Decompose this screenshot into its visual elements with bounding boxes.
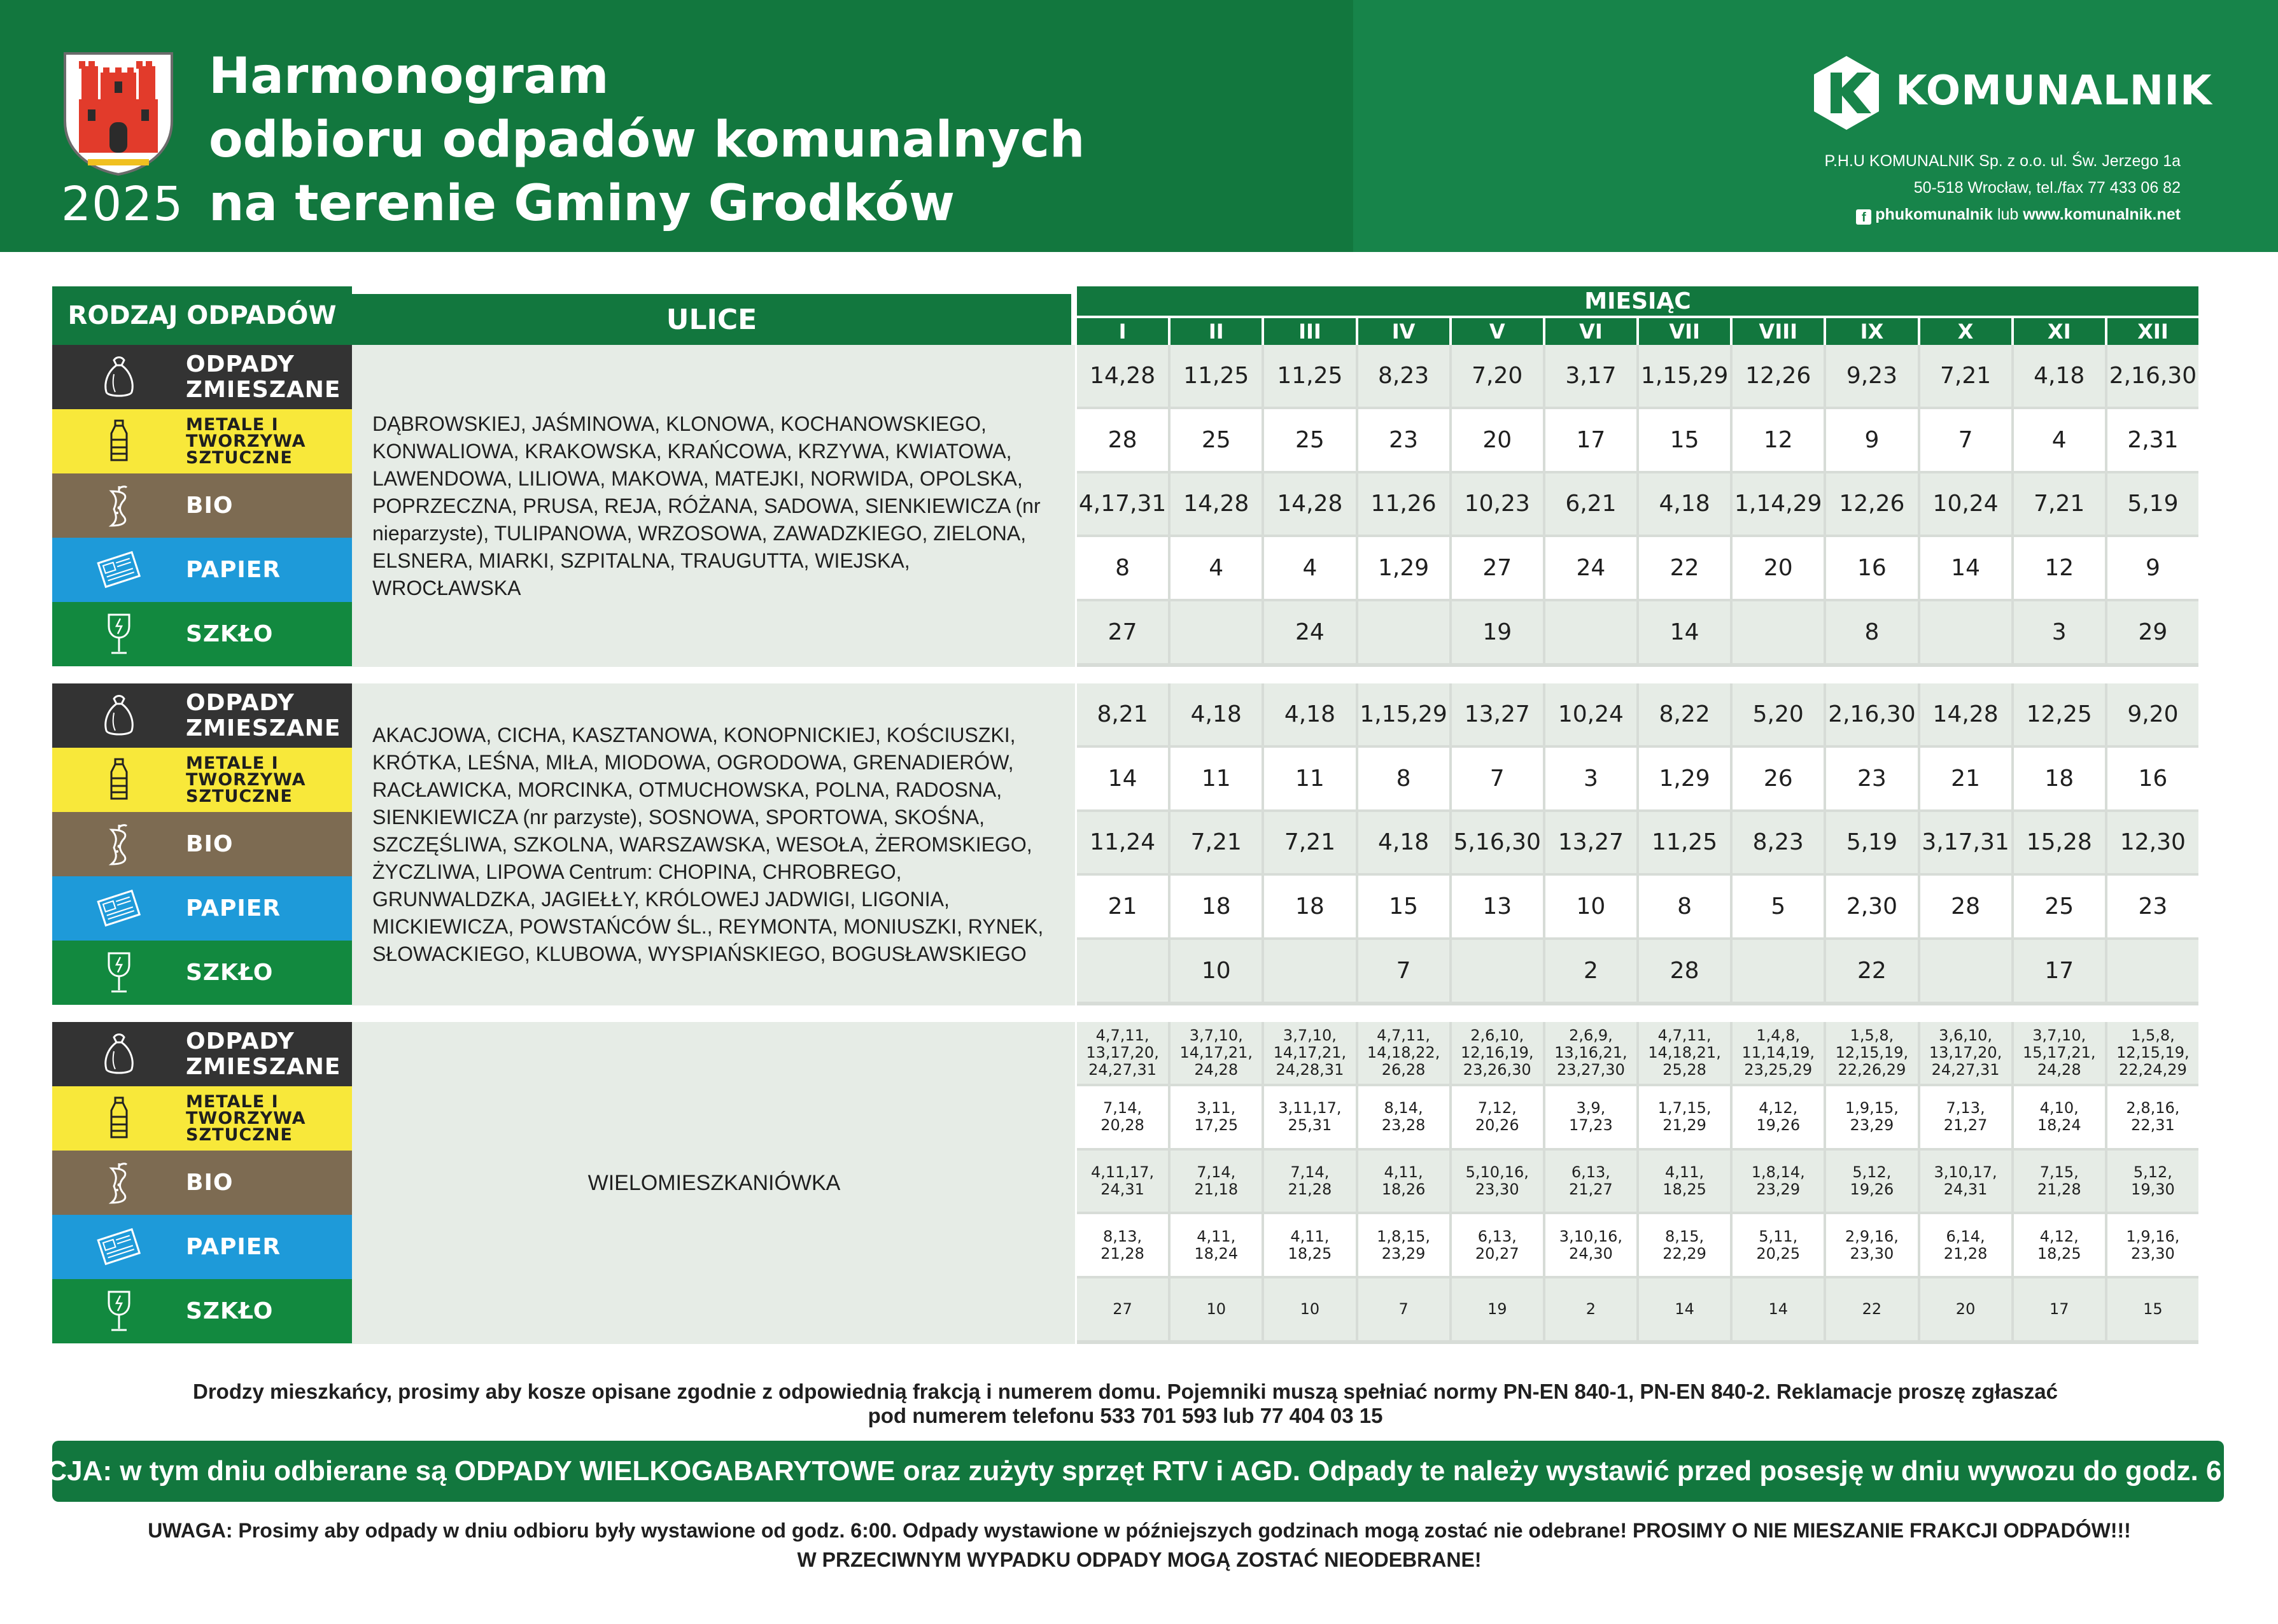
date-cell: 12,30 — [2107, 812, 2198, 874]
date-cell: 4 — [2014, 409, 2105, 471]
date-cell: 8,15, 22,29 — [1639, 1214, 1730, 1276]
date-cell: 4 — [1264, 537, 1355, 599]
date-cell: 19 — [1452, 1278, 1543, 1340]
komunalnik-logo-icon — [1811, 55, 1881, 131]
date-cell: 6,13, 21,27 — [1545, 1151, 1636, 1212]
waste-type-mixed-waste — [52, 345, 352, 409]
date-cell: 2,16,30 — [2107, 345, 2198, 407]
date-cell: 20 — [1920, 1278, 2011, 1340]
schedule-block-1 — [52, 345, 2198, 667]
company-info — [1825, 148, 2181, 228]
date-cell: 9 — [2107, 537, 2198, 599]
title-line: Harmonogram — [209, 48, 609, 105]
date-cell — [1920, 940, 2011, 1002]
date-cell: 11,25 — [1171, 345, 1262, 407]
date-cell: 7,13, 21,27 — [1920, 1086, 2011, 1148]
date-cell: 5,12, 19,26 — [1826, 1151, 1917, 1212]
date-cell: 8,13, 21,28 — [1077, 1214, 1168, 1276]
wine-glass-icon — [52, 941, 186, 1005]
date-cell: 12,26 — [1733, 345, 1824, 407]
coat-of-arms-icon — [62, 51, 174, 176]
date-cell: 8,23 — [1733, 812, 1824, 874]
date-cell: 4,7,11, 13,17,20, 24,27,31 — [1077, 1022, 1168, 1084]
date-cell: 2,9,16, 23,30 — [1826, 1214, 1917, 1276]
date-cell: 7 — [1358, 1278, 1449, 1340]
date-cell: 4,11, 18,25 — [1639, 1151, 1730, 1212]
date-cell — [1545, 601, 1636, 663]
date-cell: 6,14, 21,28 — [1920, 1214, 2011, 1276]
date-cell: 25 — [2014, 876, 2105, 937]
date-cell: 3,11,17, 25,31 — [1264, 1086, 1355, 1148]
date-cell: 1,5,8, 12,15,19, 22,26,29 — [1826, 1022, 1917, 1084]
title-line: na terenie Gminy Grodków — [209, 175, 955, 232]
date-cell: 23 — [1826, 748, 1917, 809]
date-cell: 27 — [1452, 537, 1543, 599]
date-cell: 28 — [1639, 940, 1730, 1002]
month-header: X — [1920, 318, 2011, 345]
date-cell: 12,25 — [2014, 683, 2105, 745]
date-cell: 4,11, 18,24 — [1171, 1214, 1262, 1276]
apple-core-icon — [52, 1151, 186, 1215]
title-line: odbioru odpadów komunalnych — [209, 111, 1085, 169]
date-cell: 2,16,30 — [1826, 683, 1917, 745]
date-cell — [2107, 940, 2198, 1002]
date-cell: 4 — [1171, 537, 1262, 599]
date-cell: 6,13, 20,27 — [1452, 1214, 1543, 1276]
residents-note-line: Drodzy mieszkańcy, prosimy aby kosze opisane zgodnie z odpowiednią frakcją i numerem domu. Pojemniki muszą spełniać normy PN-EN 840-1, PN-EN 840-2. Reklamacje proszę zgłaszać — [192, 1380, 2058, 1403]
date-grid — [1077, 683, 2198, 1005]
date-grid — [1077, 1022, 2198, 1344]
waste-type-label: METALE I TWORZYWA SZTUCZNE — [186, 753, 306, 806]
date-cell: 7 — [1452, 748, 1543, 809]
date-cell: 5 — [1733, 876, 1824, 937]
date-cell: 7,21 — [1264, 812, 1355, 874]
date-cell: 10 — [1171, 1278, 1262, 1340]
date-cell: 5,12, 19,30 — [2107, 1151, 2198, 1212]
date-cell: 20 — [1733, 537, 1824, 599]
date-cell — [1171, 601, 1262, 663]
date-cell: 2 — [1545, 940, 1636, 1002]
date-cell: 22 — [1826, 1278, 1917, 1340]
plastic-bottle-icon — [52, 409, 186, 473]
date-cell: 4,12, 19,26 — [1733, 1086, 1824, 1148]
waste-type-bio — [52, 1151, 352, 1215]
date-cell: 5,10,16, 23,30 — [1452, 1151, 1543, 1212]
header-banner — [0, 0, 2278, 252]
year-label: 2025 — [61, 177, 184, 232]
date-cell: 28 — [1920, 876, 2011, 937]
date-cell: 14 — [1733, 1278, 1824, 1340]
schedule-block-2 — [52, 683, 2198, 1005]
date-cell — [1077, 940, 1168, 1002]
header-streets: ULICE — [352, 294, 1071, 345]
company-social — [1825, 201, 2181, 228]
plastic-bottle-icon — [52, 748, 186, 812]
date-cell: 11,24 — [1077, 812, 1168, 874]
month-headers — [1077, 318, 2198, 345]
date-cell: 18 — [1171, 876, 1262, 937]
residents-note-line: pod numerem telefonu 533 701 593 lub 77 404 03 15 — [868, 1404, 1383, 1427]
date-cell: 16 — [1826, 537, 1917, 599]
date-cell: 8 — [1639, 876, 1730, 937]
date-cell: 11,25 — [1264, 345, 1355, 407]
waste-type-glass — [52, 602, 352, 666]
date-cell: 13,27 — [1452, 683, 1543, 745]
date-cell: 12,26 — [1826, 473, 1917, 535]
date-cell: 25 — [1171, 409, 1262, 471]
waste-type-label: SZKŁO — [186, 959, 274, 986]
date-cell: 2,6,10, 12,16,19, 23,26,30 — [1452, 1022, 1543, 1084]
waste-type-paper — [52, 876, 352, 941]
date-cell: 4,18 — [1264, 683, 1355, 745]
date-cell: 14 — [1639, 601, 1730, 663]
date-cell: 14,28 — [1171, 473, 1262, 535]
date-cell: 14,28 — [1264, 473, 1355, 535]
date-cell: 3,17,31 — [1920, 812, 2011, 874]
date-cell: 8 — [1358, 748, 1449, 809]
date-cell: 17 — [2014, 940, 2105, 1002]
date-cell: 4,18 — [1171, 683, 1262, 745]
date-cell: 13,27 — [1545, 812, 1636, 874]
waste-type-label: ODPADY ZMIESZANE — [186, 351, 341, 403]
street-names: AKACJOWA, CICHA, KASZTANOWA, KONOPNICKIEJ, KOŚCIUSZKI, KRÓTKA, LEŚNA, MIŁA, MIODOWA, OGRODOWA, GRENADIERÓW, RACŁAWICKA, MORCINKA, OTMUCHOWSKA, POLNA, RADOSNA, SIENKIEWICZA (nr parzyste), SOSNOWA, SPORTOWA, SKOŚNA, SZCZĘŚLIWA, SZKOLNA, WARSZAWSKA, WESOŁA, ŻEROMSKIEGO, ŻYCZLIWA, LIPOWA Centrum: CHOPINA, CHROBREGO, GRUNWALDZKA, JAGIEŁŁY, KRÓLOWEJ JADWIGI, LIGONIA, MICKIEWICZA, POWSTAŃCÓW ŚL., REYMONTA, MONIUSZKI, RYNEK, SŁOWACKIEGO, KLUBOWA, WYSPIAŃSKIEGO, BOGUSŁAWSKIEGO — [372, 723, 1044, 965]
date-cell: 17 — [2014, 1278, 2105, 1340]
date-cell: 1,7,15, 21,29 — [1639, 1086, 1730, 1148]
street-names: DĄBROWSKIEJ, JAŚMINOWA, KLONOWA, KOCHANOWSKIEGO, KONWALIOWA, KRAKOWSKA, KRAŃCOWA, KRZYWA, KWIATOWA, LAWENDOWA, LILIOWA, MAKOWA, MATEJKI, NORWIDA, OPOLSKA, POPRZECZNA, PRUSA, REJA, RÓŻANA, SADOWA, SIENKIEWICZA (nr nieparzyste), TULIPANOWA, WRZOSOWA, ZAWADZKIEGO, ZIELONA, ELSNERA, MIARKI, SZPITALNA, TRAUGUTTA, WIEJSKA, WROCŁAWSKA — [372, 412, 1041, 599]
date-cell: 10 — [1545, 876, 1636, 937]
waste-type-label: BIO — [186, 1169, 234, 1196]
date-cell: 21 — [1077, 876, 1168, 937]
month-header: IX — [1826, 318, 1917, 345]
date-cell: 3,7,10, 14,17,21, 24,28 — [1171, 1022, 1262, 1084]
date-cell: 4,11, 18,25 — [1264, 1214, 1355, 1276]
date-cell: 13 — [1452, 876, 1543, 937]
date-cell: 8,14, 23,28 — [1358, 1086, 1449, 1148]
street-list — [352, 345, 1075, 667]
date-cell: 3,7,10, 15,17,21, 24,28 — [2014, 1022, 2105, 1084]
apple-core-icon — [52, 812, 186, 876]
street-list — [352, 683, 1075, 1005]
schedule-table — [52, 286, 2198, 1344]
plastic-bottle-icon — [52, 1086, 186, 1151]
date-cell: 2,8,16, 22,31 — [2107, 1086, 2198, 1148]
date-cell: 2,31 — [2107, 409, 2198, 471]
date-cell: 4,18 — [2014, 345, 2105, 407]
month-header: I — [1077, 318, 1168, 345]
date-cell: 12 — [2014, 537, 2105, 599]
waste-type-metals-plastics — [52, 748, 352, 812]
date-cell: 10,24 — [1920, 473, 2011, 535]
street-names: WIELOMIESZKANIÓWKA — [587, 1170, 841, 1195]
date-cell: 4,7,11, 14,18,21, 25,28 — [1639, 1022, 1730, 1084]
social-separator: lub — [1993, 206, 2023, 223]
date-cell: 3 — [2014, 601, 2105, 663]
waste-type-label: SZKŁO — [186, 1298, 274, 1324]
date-cell: 14,28 — [1077, 345, 1168, 407]
date-cell: 14 — [1639, 1278, 1730, 1340]
waste-type-label: METALE I TWORZYWA SZTUCZNE — [186, 1091, 306, 1145]
header-month: MIESIĄC — [1077, 286, 2198, 316]
date-cell: 6,21 — [1545, 473, 1636, 535]
waste-type-column — [52, 1022, 352, 1344]
date-cell — [1264, 940, 1355, 1002]
facebook-icon: f — [1856, 209, 1871, 225]
date-cell: 7,21 — [1171, 812, 1262, 874]
date-cell: 5,11, 20,25 — [1733, 1214, 1824, 1276]
date-cell: 7,21 — [1920, 345, 2011, 407]
date-cell: 8,21 — [1077, 683, 1168, 745]
warning-note — [38, 1516, 2240, 1574]
date-cell: 1,29 — [1639, 748, 1730, 809]
waste-type-label: PAPIER — [186, 895, 281, 921]
date-cell: 1,9,15, 23,29 — [1826, 1086, 1917, 1148]
date-cell: 2,6,9, 13,16,21, 23,27,30 — [1545, 1022, 1636, 1084]
brand-logo — [1811, 55, 2212, 131]
date-cell: 19 — [1452, 601, 1543, 663]
date-cell: 7,15, 21,28 — [2014, 1151, 2105, 1212]
warning-note-line: W PRZECIWNYM WYPADKU ODPADY MOGĄ ZOSTAĆ NIEODEBRANE! — [797, 1548, 1482, 1571]
month-header: VI — [1545, 318, 1636, 345]
newspaper-icon — [52, 538, 186, 602]
date-cell: 1,9,16, 23,30 — [2107, 1214, 2198, 1276]
month-header: XI — [2014, 318, 2105, 345]
waste-type-label: METALE I TWORZYWA SZTUCZNE — [186, 414, 306, 468]
date-cell: 15,28 — [2014, 812, 2105, 874]
date-cell: 18 — [1264, 876, 1355, 937]
date-cell: 8,23 — [1358, 345, 1449, 407]
date-cell — [1358, 601, 1449, 663]
date-cell: 24 — [1545, 537, 1636, 599]
facebook-handle[interactable]: phukomunalnik — [1875, 206, 1993, 223]
wine-glass-icon — [52, 602, 186, 666]
newspaper-icon — [52, 1215, 186, 1279]
date-cell: 4,10, 18,24 — [2014, 1086, 2105, 1148]
date-cell: 1,5,8, 12,15,19, 22,24,29 — [2107, 1022, 2198, 1084]
waste-type-mixed-waste — [52, 1022, 352, 1086]
date-cell: 11,26 — [1358, 473, 1449, 535]
date-cell: 7,12, 20,26 — [1452, 1086, 1543, 1148]
month-header: IV — [1358, 318, 1449, 345]
date-cell: 3,6,10, 13,17,20, 24,27,31 — [1920, 1022, 2011, 1084]
date-cell: 5,19 — [2107, 473, 2198, 535]
month-header: VIII — [1733, 318, 1824, 345]
date-cell: 7,21 — [2014, 473, 2105, 535]
date-cell: 7,14, 21,28 — [1264, 1151, 1355, 1212]
date-cell — [1733, 601, 1824, 663]
street-list — [352, 1022, 1075, 1344]
date-cell: 4,7,11, 14,18,22, 26,28 — [1358, 1022, 1449, 1084]
date-cell: 20 — [1452, 409, 1543, 471]
date-cell: 3,10,16, 24,30 — [1545, 1214, 1636, 1276]
date-cell: 11 — [1264, 748, 1355, 809]
month-header: XII — [2107, 318, 2198, 345]
date-cell: 12 — [1733, 409, 1824, 471]
date-cell: 27 — [1077, 601, 1168, 663]
date-cell: 3,11, 17,25 — [1171, 1086, 1262, 1148]
waste-type-bio — [52, 473, 352, 538]
date-cell: 4,18 — [1358, 812, 1449, 874]
date-cell: 10,23 — [1452, 473, 1543, 535]
month-header: III — [1264, 318, 1355, 345]
date-cell: 10 — [1171, 940, 1262, 1002]
waste-type-label: ODPADY ZMIESZANE — [186, 1028, 341, 1080]
date-cell: 26 — [1733, 748, 1824, 809]
date-cell: 1,29 — [1358, 537, 1449, 599]
trash-bag-icon — [52, 1022, 186, 1086]
date-cell: 27 — [1077, 1278, 1168, 1340]
date-cell: 3,7,10, 14,17,21, 24,28,31 — [1264, 1022, 1355, 1084]
date-cell: 4,17,31 — [1077, 473, 1168, 535]
date-cell: 3,17 — [1545, 345, 1636, 407]
date-cell: 7 — [1920, 409, 2011, 471]
schedule-block-3 — [52, 1022, 2198, 1344]
date-cell: 5,20 — [1733, 683, 1824, 745]
waste-type-label: PAPIER — [186, 556, 281, 583]
date-cell: 15 — [1358, 876, 1449, 937]
brand-name: KOMUNALNIK — [1895, 67, 2212, 115]
date-cell: 8 — [1826, 601, 1917, 663]
trash-bag-icon — [52, 683, 186, 748]
header-waste-type: RODZAJ ODPADÓW — [52, 286, 352, 345]
date-cell: 3,9, 17,23 — [1545, 1086, 1636, 1148]
date-cell: 22 — [1639, 537, 1730, 599]
trash-bag-icon — [52, 345, 186, 409]
date-cell: 14 — [1920, 537, 2011, 599]
date-cell: 23 — [1358, 409, 1449, 471]
month-header: V — [1452, 318, 1543, 345]
date-cell: 24 — [1264, 601, 1355, 663]
date-cell: 2 — [1545, 1278, 1636, 1340]
date-cell: 18 — [2014, 748, 2105, 809]
date-cell: 10,24 — [1545, 683, 1636, 745]
month-header: VII — [1639, 318, 1730, 345]
date-cell: 4,11,17, 24,31 — [1077, 1151, 1168, 1212]
date-cell: 9,20 — [2107, 683, 2198, 745]
date-cell: 1,8,14, 23,29 — [1733, 1151, 1824, 1212]
bulky-waste-banner: AKCJA: w tym dniu odbierane są ODPADY WIELKOGABARYTOWE oraz zużyty sprzęt RTV i AGD. Odpady te należy wystawić przed posesję w dniu wywozu do godz. 6:00. — [52, 1441, 2224, 1502]
apple-core-icon — [52, 473, 186, 538]
date-cell: 3 — [1545, 748, 1636, 809]
date-cell: 21 — [1920, 748, 2011, 809]
date-cell: 8,22 — [1639, 683, 1730, 745]
page-title — [209, 45, 1085, 235]
date-cell: 9,23 — [1826, 345, 1917, 407]
date-cell: 23 — [2107, 876, 2198, 937]
date-cell — [1733, 940, 1824, 1002]
waste-type-label: PAPIER — [186, 1233, 281, 1260]
date-cell: 3,10,17, 24,31 — [1920, 1151, 2011, 1212]
newspaper-icon — [52, 876, 186, 941]
date-cell: 22 — [1826, 940, 1917, 1002]
waste-type-label: SZKŁO — [186, 620, 274, 647]
waste-type-paper — [52, 538, 352, 602]
date-cell: 29 — [2107, 601, 2198, 663]
date-cell: 1,14,29 — [1733, 473, 1824, 535]
waste-type-column — [52, 683, 352, 1005]
date-cell: 1,15,29 — [1639, 345, 1730, 407]
date-cell: 7,20 — [1452, 345, 1543, 407]
date-cell: 25 — [1264, 409, 1355, 471]
residents-note — [52, 1380, 2198, 1428]
waste-type-paper — [52, 1215, 352, 1279]
waste-type-label: ODPADY ZMIESZANE — [186, 689, 341, 741]
date-cell — [1452, 940, 1543, 1002]
company-address: P.H.U KOMUNALNIK Sp. z o.o. ul. Św. Jerzego 1a — [1824, 152, 2181, 170]
waste-type-label: BIO — [186, 492, 234, 519]
website-link[interactable]: www.komunalnik.net — [2023, 206, 2181, 223]
date-cell: 16 — [2107, 748, 2198, 809]
date-cell: 4,18 — [1639, 473, 1730, 535]
waste-type-column — [52, 345, 352, 667]
date-cell: 8 — [1077, 537, 1168, 599]
date-cell: 1,15,29 — [1358, 683, 1449, 745]
waste-type-glass — [52, 941, 352, 1005]
waste-type-metals-plastics — [52, 409, 352, 473]
company-phone: 50-518 Wrocław, tel./fax 77 433 06 82 — [1913, 179, 2181, 197]
warning-note-line: UWAGA: Prosimy aby odpady w dniu odbioru były wystawione od godz. 6:00. Odpady wystawione w późniejszych godzinach mogą zostać nie odebrane! PROSIMY O NIE MIESZANIE FRAKCJI ODPADÓW!!! — [148, 1519, 2131, 1542]
month-header: II — [1171, 318, 1262, 345]
date-cell: 7,14, 20,28 — [1077, 1086, 1168, 1148]
date-cell: 10 — [1264, 1278, 1355, 1340]
waste-type-label: BIO — [186, 830, 234, 857]
date-cell: 15 — [2107, 1278, 2198, 1340]
date-cell: 5,19 — [1826, 812, 1917, 874]
date-cell: 28 — [1077, 409, 1168, 471]
wine-glass-icon — [52, 1279, 186, 1343]
table-header — [52, 286, 2198, 345]
date-grid — [1077, 345, 2198, 667]
waste-type-glass — [52, 1279, 352, 1343]
date-cell — [1920, 601, 2011, 663]
date-cell: 7,14, 21,18 — [1171, 1151, 1262, 1212]
date-cell: 1,4,8, 11,14,19, 23,25,29 — [1733, 1022, 1824, 1084]
date-cell: 14,28 — [1920, 683, 2011, 745]
date-cell: 4,12, 18,25 — [2014, 1214, 2105, 1276]
date-cell: 1,8,15, 23,29 — [1358, 1214, 1449, 1276]
date-cell: 2,30 — [1826, 876, 1917, 937]
date-cell: 5,16,30 — [1452, 812, 1543, 874]
date-cell: 9 — [1826, 409, 1917, 471]
date-cell: 11 — [1171, 748, 1262, 809]
waste-type-metals-plastics — [52, 1086, 352, 1151]
date-cell: 7 — [1358, 940, 1449, 1002]
date-cell: 4,11, 18,26 — [1358, 1151, 1449, 1212]
waste-type-mixed-waste — [52, 683, 352, 748]
date-cell: 11,25 — [1639, 812, 1730, 874]
date-cell: 17 — [1545, 409, 1636, 471]
date-cell: 15 — [1639, 409, 1730, 471]
waste-type-bio — [52, 812, 352, 876]
date-cell: 14 — [1077, 748, 1168, 809]
